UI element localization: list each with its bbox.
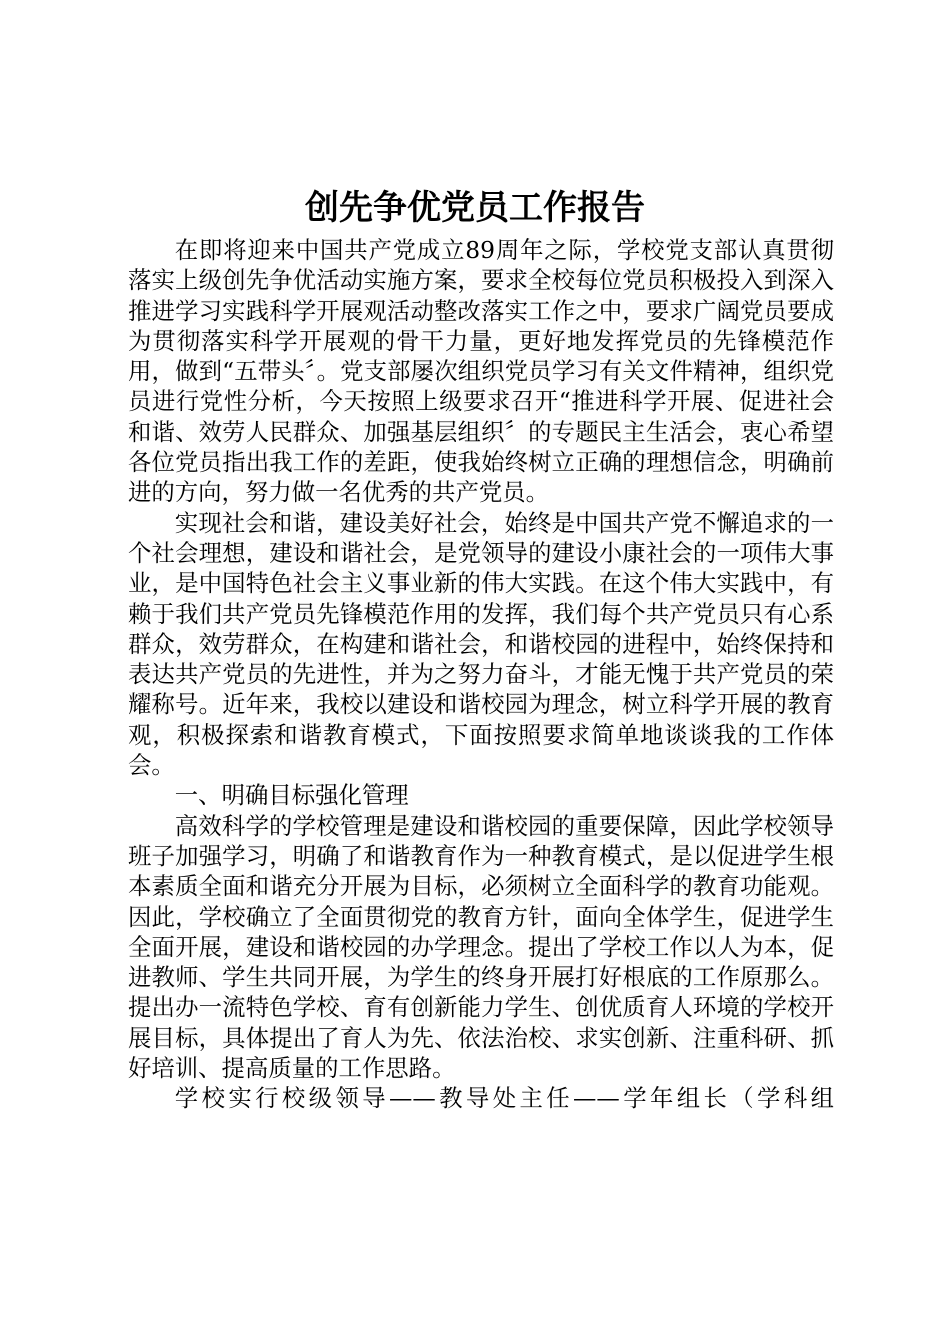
body-paragraph-2: 实现社会和谐，建设美好社会，始终是中国共产党不懈追求的一个社会理想，建设和谐社会，是党领导的建设小康社会的一项伟大事业，是中国特色社会主义事业新的伟大实践。在这个伟大实践中，有赖于我们共产党员先锋模范作用的发挥，我们每个共产党员只有心系群众，效劳群众，在构建和谐社会，和谐校园的进程中，始终保持和表达共产党员的先进性，并为之努力奋斗，才能无愧于共产党员的荣耀称号。近年来，我校以建设和谐校园为理念，树立科学开展的教育观，积极探索和谐教育模式，下面按照要求简单地谈谈我的工作体会。: [128, 508, 834, 780]
document-title: 创先争优党员工作报告: [305, 188, 645, 228]
section-heading: 一、明确目标强化管理: [174, 781, 409, 810]
body-paragraph-1: 在即将迎来中国共产党成立89周年之际，学校党支部认真贯彻落实上级创先争优活动实施方案，要求全校每位党员积极投入到深入推进学习实践科学开展观活动整改落实工作之中，要求广阔党员要成为贯彻落实科学开展观的骨干力量，更好地发挥党员的先锋模范作用，做到“五带头〞。党支部屡次组织党员学习有关文件精神，组织党员进行党性分析，今天按照上级要求召开“推进科学开展、促进社会和谐、效劳人民群众、加强基层组织〞的专题民主生活会，衷心希望各位党员指出我工作的差距，使我始终树立正确的理想信念，明确前进的方向，努力做一名优秀的共产党员。: [128, 236, 834, 507]
document-body: [128, 235, 834, 1114]
section-paragraph-1: 高效科学的学校管理是建设和谐校园的重要保障，因此学校领导班子加强学习，明确了和谐教育作为一种教育模式，是以促进学生根本素质全面和谐充分开展为目标，必须树立全面科学的教育功能观。因此，学校确立了全面贯彻党的教育方针，面向全体学生，促进学生全面开展，建设和谐校园的办学理念。提出了学校工作以人为本，促进教师、学生共同开展，为学生的终身开展打好根底的工作原那么。提出办一流特色学校、育有创新能力学生、创优质育人环境的学校开展目标，具体提出了育人为先、依法治校、求实创新、注重科研、抓好培训、提高质量的工作思路。: [128, 811, 834, 1083]
section-paragraph-2: 学校实行校级领导——教导处主任——学年组长（学科组: [174, 1084, 834, 1113]
